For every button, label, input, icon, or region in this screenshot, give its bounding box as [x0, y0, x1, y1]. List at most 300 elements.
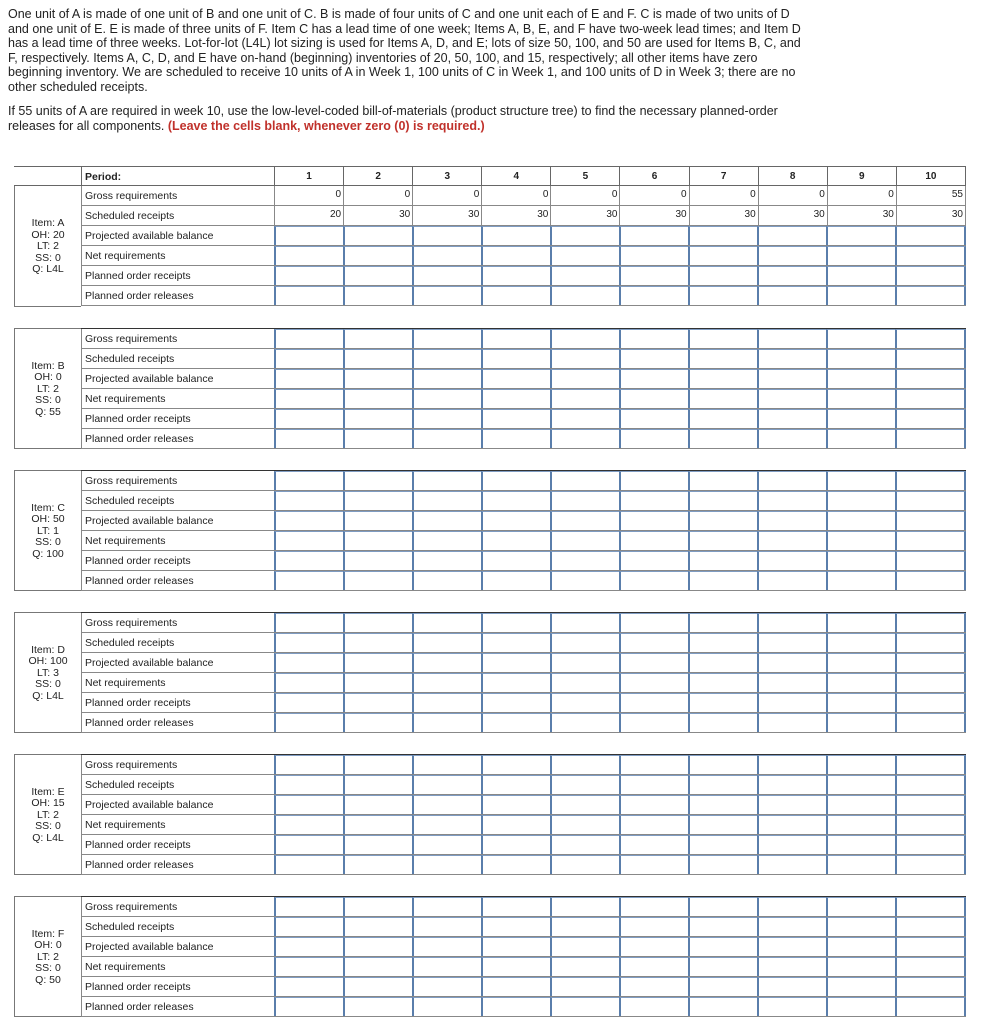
input-cell[interactable] [688, 369, 757, 388]
input-cell[interactable] [619, 997, 688, 1016]
input-cell[interactable] [481, 795, 550, 814]
input-cell[interactable] [343, 673, 412, 692]
input-cell[interactable] [826, 429, 895, 448]
input-cell[interactable] [688, 633, 757, 652]
input-cell[interactable] [274, 937, 343, 956]
input-cell[interactable] [688, 266, 757, 285]
input-cell[interactable] [481, 349, 550, 368]
input-cell[interactable] [343, 349, 412, 368]
input-cell[interactable] [688, 815, 757, 834]
input-cell[interactable] [688, 246, 757, 265]
input-cell[interactable] [274, 531, 343, 550]
input-cell[interactable] [343, 977, 412, 996]
input-cell[interactable] [481, 266, 550, 285]
input-cell[interactable] [550, 795, 619, 814]
input-cell[interactable] [619, 795, 688, 814]
input-cell[interactable] [550, 491, 619, 510]
input-cell[interactable] [481, 917, 550, 936]
input-cell[interactable] [343, 855, 412, 874]
input-cell[interactable] [757, 633, 826, 652]
input-cell[interactable] [343, 713, 412, 732]
input-cell[interactable] [274, 409, 343, 428]
input-cell[interactable] [895, 246, 966, 265]
input-cell[interactable] [412, 286, 481, 305]
input-cell[interactable] [826, 775, 895, 794]
input-cell[interactable] [550, 937, 619, 956]
input-cell[interactable] [274, 429, 343, 448]
input-cell[interactable] [688, 673, 757, 692]
input-cell[interactable] [688, 653, 757, 672]
input-cell[interactable] [757, 977, 826, 996]
input-cell[interactable] [343, 409, 412, 428]
input-cell[interactable] [619, 471, 688, 490]
input-cell[interactable] [412, 815, 481, 834]
input-cell[interactable] [895, 997, 966, 1016]
input-cell[interactable] [619, 329, 688, 348]
input-cell[interactable] [412, 389, 481, 408]
input-cell[interactable] [343, 531, 412, 550]
input-cell[interactable] [895, 349, 966, 368]
input-cell[interactable] [550, 531, 619, 550]
input-cell[interactable] [688, 917, 757, 936]
input-cell[interactable] [688, 531, 757, 550]
input-cell[interactable] [757, 531, 826, 550]
input-cell[interactable] [619, 713, 688, 732]
input-cell[interactable] [757, 491, 826, 510]
input-cell[interactable] [274, 246, 343, 265]
input-cell[interactable] [895, 429, 966, 448]
input-cell[interactable] [688, 226, 757, 245]
input-cell[interactable] [757, 755, 826, 774]
input-cell[interactable] [274, 226, 343, 245]
input-cell[interactable] [550, 673, 619, 692]
input-cell[interactable] [619, 246, 688, 265]
input-cell[interactable] [550, 755, 619, 774]
input-cell[interactable] [550, 633, 619, 652]
input-cell[interactable] [343, 551, 412, 570]
input-cell[interactable] [895, 693, 966, 712]
input-cell[interactable] [481, 226, 550, 245]
input-cell[interactable] [757, 349, 826, 368]
input-cell[interactable] [274, 491, 343, 510]
input-cell[interactable] [826, 937, 895, 956]
input-cell[interactable] [481, 977, 550, 996]
input-cell[interactable] [550, 693, 619, 712]
input-cell[interactable] [550, 977, 619, 996]
input-cell[interactable] [412, 917, 481, 936]
input-cell[interactable] [826, 369, 895, 388]
input-cell[interactable] [550, 471, 619, 490]
input-cell[interactable] [619, 511, 688, 530]
input-cell[interactable] [757, 409, 826, 428]
input-cell[interactable] [274, 551, 343, 570]
input-cell[interactable] [274, 673, 343, 692]
input-cell[interactable] [274, 633, 343, 652]
input-cell[interactable] [826, 755, 895, 774]
input-cell[interactable] [619, 369, 688, 388]
input-cell[interactable] [895, 917, 966, 936]
input-cell[interactable] [481, 471, 550, 490]
input-cell[interactable] [412, 713, 481, 732]
input-cell[interactable] [343, 429, 412, 448]
input-cell[interactable] [412, 511, 481, 530]
input-cell[interactable] [895, 673, 966, 692]
input-cell[interactable] [412, 266, 481, 285]
input-cell[interactable] [343, 693, 412, 712]
input-cell[interactable] [412, 693, 481, 712]
input-cell[interactable] [274, 775, 343, 794]
input-cell[interactable] [343, 997, 412, 1016]
input-cell[interactable] [412, 795, 481, 814]
input-cell[interactable] [550, 775, 619, 794]
input-cell[interactable] [826, 653, 895, 672]
input-cell[interactable] [619, 693, 688, 712]
input-cell[interactable] [757, 835, 826, 854]
input-cell[interactable] [412, 835, 481, 854]
input-cell[interactable] [343, 226, 412, 245]
input-cell[interactable] [688, 957, 757, 976]
input-cell[interactable] [481, 755, 550, 774]
input-cell[interactable] [619, 409, 688, 428]
input-cell[interactable] [757, 511, 826, 530]
input-cell[interactable] [550, 349, 619, 368]
input-cell[interactable] [481, 286, 550, 305]
input-cell[interactable] [550, 897, 619, 916]
input-cell[interactable] [481, 246, 550, 265]
input-cell[interactable] [757, 693, 826, 712]
input-cell[interactable] [274, 369, 343, 388]
input-cell[interactable] [619, 349, 688, 368]
input-cell[interactable] [619, 957, 688, 976]
input-cell[interactable] [481, 429, 550, 448]
input-cell[interactable] [826, 491, 895, 510]
input-cell[interactable] [895, 491, 966, 510]
input-cell[interactable] [412, 551, 481, 570]
input-cell[interactable] [757, 917, 826, 936]
input-cell[interactable] [412, 246, 481, 265]
input-cell[interactable] [688, 613, 757, 632]
input-cell[interactable] [274, 897, 343, 916]
input-cell[interactable] [412, 673, 481, 692]
input-cell[interactable] [481, 693, 550, 712]
input-cell[interactable] [412, 997, 481, 1016]
input-cell[interactable] [619, 613, 688, 632]
input-cell[interactable] [343, 246, 412, 265]
input-cell[interactable] [826, 409, 895, 428]
input-cell[interactable] [412, 349, 481, 368]
input-cell[interactable] [826, 633, 895, 652]
input-cell[interactable] [343, 917, 412, 936]
input-cell[interactable] [481, 369, 550, 388]
input-cell[interactable] [757, 897, 826, 916]
input-cell[interactable] [412, 409, 481, 428]
input-cell[interactable] [826, 471, 895, 490]
input-cell[interactable] [895, 266, 966, 285]
input-cell[interactable] [895, 571, 966, 590]
input-cell[interactable] [343, 795, 412, 814]
input-cell[interactable] [343, 491, 412, 510]
input-cell[interactable] [895, 855, 966, 874]
input-cell[interactable] [481, 409, 550, 428]
input-cell[interactable] [274, 471, 343, 490]
input-cell[interactable] [550, 266, 619, 285]
input-cell[interactable] [550, 917, 619, 936]
input-cell[interactable] [550, 409, 619, 428]
input-cell[interactable] [274, 613, 343, 632]
input-cell[interactable] [826, 795, 895, 814]
input-cell[interactable] [343, 613, 412, 632]
input-cell[interactable] [826, 713, 895, 732]
input-cell[interactable] [757, 673, 826, 692]
input-cell[interactable] [274, 266, 343, 285]
input-cell[interactable] [688, 775, 757, 794]
input-cell[interactable] [343, 571, 412, 590]
input-cell[interactable] [757, 551, 826, 570]
input-cell[interactable] [688, 429, 757, 448]
input-cell[interactable] [343, 653, 412, 672]
input-cell[interactable] [895, 389, 966, 408]
input-cell[interactable] [343, 835, 412, 854]
input-cell[interactable] [550, 835, 619, 854]
input-cell[interactable] [826, 329, 895, 348]
input-cell[interactable] [895, 937, 966, 956]
input-cell[interactable] [274, 835, 343, 854]
input-cell[interactable] [688, 977, 757, 996]
input-cell[interactable] [688, 491, 757, 510]
input-cell[interactable] [343, 471, 412, 490]
input-cell[interactable] [757, 653, 826, 672]
input-cell[interactable] [757, 957, 826, 976]
input-cell[interactable] [619, 226, 688, 245]
input-cell[interactable] [343, 389, 412, 408]
input-cell[interactable] [412, 855, 481, 874]
input-cell[interactable] [688, 389, 757, 408]
input-cell[interactable] [619, 897, 688, 916]
input-cell[interactable] [274, 755, 343, 774]
input-cell[interactable] [688, 511, 757, 530]
input-cell[interactable] [619, 653, 688, 672]
input-cell[interactable] [343, 937, 412, 956]
input-cell[interactable] [550, 511, 619, 530]
input-cell[interactable] [826, 551, 895, 570]
input-cell[interactable] [619, 429, 688, 448]
input-cell[interactable] [895, 815, 966, 834]
input-cell[interactable] [343, 897, 412, 916]
input-cell[interactable] [895, 369, 966, 388]
input-cell[interactable] [688, 693, 757, 712]
input-cell[interactable] [274, 815, 343, 834]
input-cell[interactable] [481, 855, 550, 874]
input-cell[interactable] [619, 673, 688, 692]
input-cell[interactable] [550, 551, 619, 570]
input-cell[interactable] [550, 369, 619, 388]
input-cell[interactable] [826, 997, 895, 1016]
input-cell[interactable] [757, 937, 826, 956]
input-cell[interactable] [274, 511, 343, 530]
input-cell[interactable] [688, 835, 757, 854]
input-cell[interactable] [619, 551, 688, 570]
input-cell[interactable] [757, 775, 826, 794]
input-cell[interactable] [550, 997, 619, 1016]
input-cell[interactable] [343, 329, 412, 348]
input-cell[interactable] [481, 633, 550, 652]
input-cell[interactable] [412, 897, 481, 916]
input-cell[interactable] [895, 329, 966, 348]
input-cell[interactable] [826, 917, 895, 936]
input-cell[interactable] [757, 266, 826, 285]
input-cell[interactable] [895, 511, 966, 530]
input-cell[interactable] [826, 897, 895, 916]
input-cell[interactable] [481, 511, 550, 530]
input-cell[interactable] [343, 775, 412, 794]
input-cell[interactable] [688, 855, 757, 874]
input-cell[interactable] [274, 957, 343, 976]
input-cell[interactable] [481, 571, 550, 590]
input-cell[interactable] [688, 471, 757, 490]
input-cell[interactable] [757, 471, 826, 490]
input-cell[interactable] [688, 755, 757, 774]
input-cell[interactable] [619, 531, 688, 550]
input-cell[interactable] [688, 409, 757, 428]
input-cell[interactable] [550, 429, 619, 448]
input-cell[interactable] [343, 633, 412, 652]
input-cell[interactable] [826, 977, 895, 996]
input-cell[interactable] [895, 835, 966, 854]
input-cell[interactable] [550, 855, 619, 874]
input-cell[interactable] [481, 957, 550, 976]
input-cell[interactable] [412, 531, 481, 550]
input-cell[interactable] [274, 653, 343, 672]
input-cell[interactable] [826, 286, 895, 305]
input-cell[interactable] [619, 917, 688, 936]
input-cell[interactable] [412, 491, 481, 510]
input-cell[interactable] [274, 693, 343, 712]
input-cell[interactable] [274, 349, 343, 368]
input-cell[interactable] [688, 937, 757, 956]
input-cell[interactable] [619, 815, 688, 834]
input-cell[interactable] [895, 226, 966, 245]
input-cell[interactable] [412, 957, 481, 976]
input-cell[interactable] [550, 653, 619, 672]
input-cell[interactable] [826, 673, 895, 692]
input-cell[interactable] [481, 815, 550, 834]
input-cell[interactable] [481, 937, 550, 956]
input-cell[interactable] [895, 633, 966, 652]
input-cell[interactable] [895, 286, 966, 305]
input-cell[interactable] [550, 713, 619, 732]
input-cell[interactable] [826, 226, 895, 245]
input-cell[interactable] [757, 369, 826, 388]
input-cell[interactable] [619, 571, 688, 590]
input-cell[interactable] [826, 389, 895, 408]
input-cell[interactable] [826, 571, 895, 590]
input-cell[interactable] [550, 329, 619, 348]
input-cell[interactable] [274, 855, 343, 874]
input-cell[interactable] [757, 997, 826, 1016]
input-cell[interactable] [826, 855, 895, 874]
input-cell[interactable] [343, 511, 412, 530]
input-cell[interactable] [412, 471, 481, 490]
input-cell[interactable] [481, 997, 550, 1016]
input-cell[interactable] [481, 673, 550, 692]
input-cell[interactable] [274, 389, 343, 408]
input-cell[interactable] [619, 633, 688, 652]
input-cell[interactable] [412, 613, 481, 632]
input-cell[interactable] [343, 286, 412, 305]
input-cell[interactable] [343, 755, 412, 774]
input-cell[interactable] [757, 226, 826, 245]
input-cell[interactable] [274, 977, 343, 996]
input-cell[interactable] [412, 429, 481, 448]
input-cell[interactable] [274, 286, 343, 305]
input-cell[interactable] [550, 613, 619, 632]
input-cell[interactable] [826, 511, 895, 530]
input-cell[interactable] [481, 835, 550, 854]
input-cell[interactable] [550, 389, 619, 408]
input-cell[interactable] [550, 286, 619, 305]
input-cell[interactable] [412, 653, 481, 672]
input-cell[interactable] [895, 795, 966, 814]
input-cell[interactable] [895, 551, 966, 570]
input-cell[interactable] [688, 795, 757, 814]
input-cell[interactable] [688, 286, 757, 305]
input-cell[interactable] [412, 226, 481, 245]
input-cell[interactable] [895, 977, 966, 996]
input-cell[interactable] [826, 957, 895, 976]
input-cell[interactable] [826, 815, 895, 834]
input-cell[interactable] [757, 815, 826, 834]
input-cell[interactable] [274, 329, 343, 348]
input-cell[interactable] [826, 246, 895, 265]
input-cell[interactable] [688, 349, 757, 368]
input-cell[interactable] [619, 389, 688, 408]
input-cell[interactable] [895, 897, 966, 916]
input-cell[interactable] [826, 349, 895, 368]
input-cell[interactable] [481, 897, 550, 916]
input-cell[interactable] [481, 653, 550, 672]
input-cell[interactable] [895, 471, 966, 490]
input-cell[interactable] [481, 389, 550, 408]
input-cell[interactable] [412, 369, 481, 388]
input-cell[interactable] [826, 835, 895, 854]
input-cell[interactable] [550, 815, 619, 834]
input-cell[interactable] [412, 937, 481, 956]
input-cell[interactable] [757, 246, 826, 265]
input-cell[interactable] [550, 957, 619, 976]
input-cell[interactable] [343, 266, 412, 285]
input-cell[interactable] [619, 491, 688, 510]
input-cell[interactable] [688, 551, 757, 570]
input-cell[interactable] [412, 775, 481, 794]
input-cell[interactable] [412, 977, 481, 996]
input-cell[interactable] [688, 329, 757, 348]
input-cell[interactable] [343, 815, 412, 834]
input-cell[interactable] [826, 266, 895, 285]
input-cell[interactable] [481, 775, 550, 794]
input-cell[interactable] [895, 409, 966, 428]
input-cell[interactable] [412, 571, 481, 590]
input-cell[interactable] [274, 917, 343, 936]
input-cell[interactable] [481, 551, 550, 570]
input-cell[interactable] [619, 266, 688, 285]
input-cell[interactable] [895, 653, 966, 672]
input-cell[interactable] [619, 937, 688, 956]
input-cell[interactable] [619, 855, 688, 874]
input-cell[interactable] [619, 835, 688, 854]
input-cell[interactable] [412, 633, 481, 652]
input-cell[interactable] [412, 755, 481, 774]
input-cell[interactable] [757, 389, 826, 408]
